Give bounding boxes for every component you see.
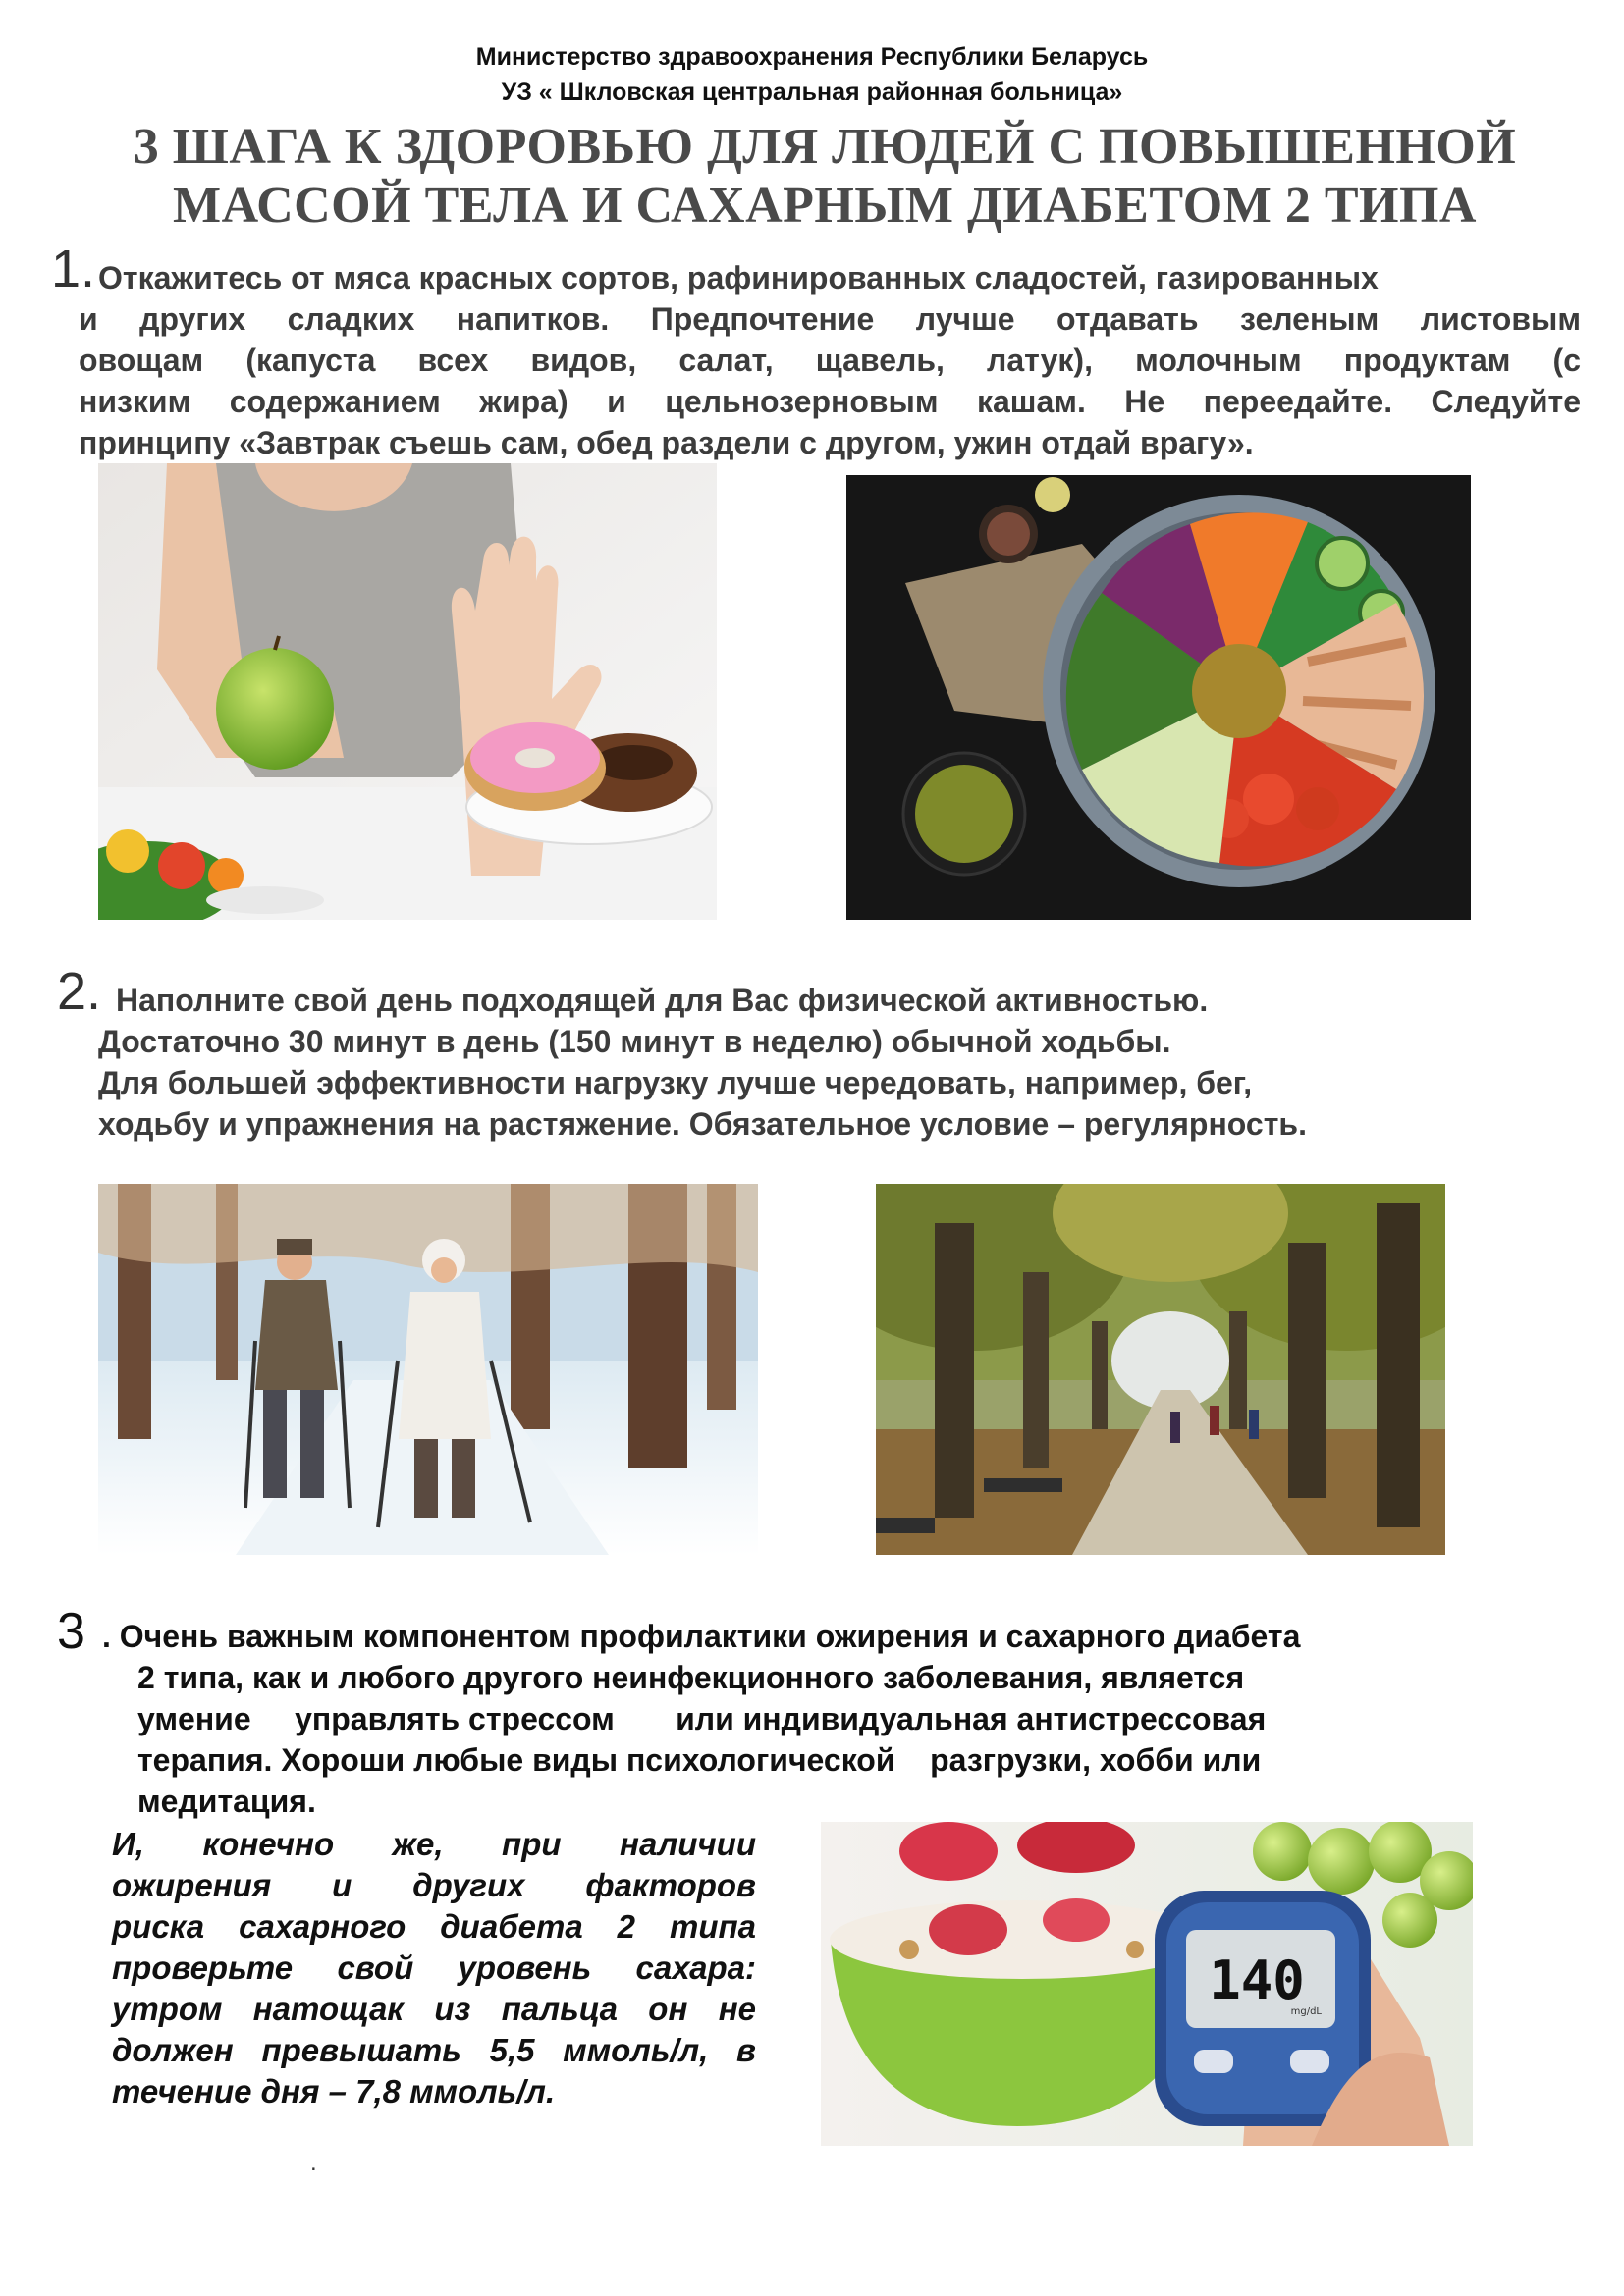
- page-title-line-2: МАССОЙ ТЕЛА И САХАРНЫМ ДИАБЕТОМ 2 ТИПА: [173, 178, 1477, 234]
- sugar-note-line-4: проверьте свой уровень сахара:: [112, 1949, 756, 1986]
- photo-apple-refusing-donut: [98, 463, 717, 920]
- page-title-line-1: 3 ШАГА К ЗДОРОВЬЮ ДЛЯ ЛЮДЕЙ С ПОВЫШЕННОЙ: [133, 119, 1517, 175]
- step-3-line-5: медитация.: [137, 1784, 316, 1819]
- step-3-line-4: терапия. Хороши любые виды психологической разгрузки, хобби или: [137, 1742, 1262, 1778]
- photo-salad-bowl: [846, 475, 1471, 920]
- footer-dot: .: [310, 2150, 317, 2176]
- step-1-number: 1.: [51, 240, 96, 298]
- photo-winter-nordic-walking: [98, 1184, 758, 1555]
- step-2-line-3: Для большей эффективности нагрузку лучше чередовать, например, бег,: [98, 1065, 1253, 1100]
- photo-glucometer: [821, 1822, 1473, 2146]
- sugar-note-line-3: риска сахарного диабета 2 типа: [112, 1908, 756, 1945]
- ministry-line: Министерство здравоохранения Республики Беларусь: [475, 43, 1149, 71]
- step-2-line-2: Достаточно 30 минут в день (150 минут в неделю) обычной ходьбы.: [98, 1024, 1171, 1059]
- step-3-line-2: 2 типа, как и любого другого неинфекционного заболевания, является: [137, 1660, 1245, 1695]
- hospital-line: УЗ « Шкловская центральная районная больница»: [501, 79, 1123, 106]
- step-2-line-4: ходьбу и упражнения на растяжение. Обязательное условие – регулярность.: [98, 1106, 1307, 1142]
- sugar-note-line-6: должен превышать 5,5 ммоль/л, в: [112, 2032, 756, 2068]
- step-1-line-1: Откажитесь от мяса красных сортов, рафинированных сладостей, газированных: [98, 260, 1379, 295]
- glucometer-reading: 140: [1209, 1949, 1305, 2011]
- glucometer-unit: mg/dL: [1290, 2006, 1322, 2017]
- step-1-line-5: принципу «Завтрак съешь сам, обед раздели с другом, ужин отдай врагу».: [79, 425, 1254, 460]
- step-1-line-3: овощам (капуста всех видов, салат, щавель, латук), молочным продуктам (с: [79, 343, 1581, 378]
- sugar-note-line-2: ожирения и других факторов: [112, 1867, 756, 1903]
- step-3-line-1: . Очень важным компонентом профилактики ожирения и сахарного диабета: [102, 1619, 1301, 1654]
- sugar-note-line-5: утром натощак из пальца он не: [112, 1991, 756, 2027]
- step-3-line-3: умение управлять стрессом или индивидуальная антистрессовая: [137, 1701, 1267, 1736]
- step-2-line-1: Наполните свой день подходящей для Вас физической активностью.: [116, 983, 1209, 1018]
- photo-autumn-park-alley: [876, 1184, 1445, 1555]
- step-3-number: 3: [57, 1603, 85, 1660]
- sugar-note-line-7: течение дня – 7,8 ммоль/л.: [112, 2073, 556, 2109]
- step-1-line-4: низким содержанием жира) и цельнозерновым кашам. Не переедайте. Следуйте: [79, 384, 1581, 419]
- step-2-number: 2.: [57, 962, 102, 1021]
- step-1-line-2: и других сладких напитков. Предпочтение лучше отдавать зеленым листовым: [79, 301, 1581, 337]
- sugar-note-line-1: И, конечно же, при наличии: [112, 1826, 756, 1862]
